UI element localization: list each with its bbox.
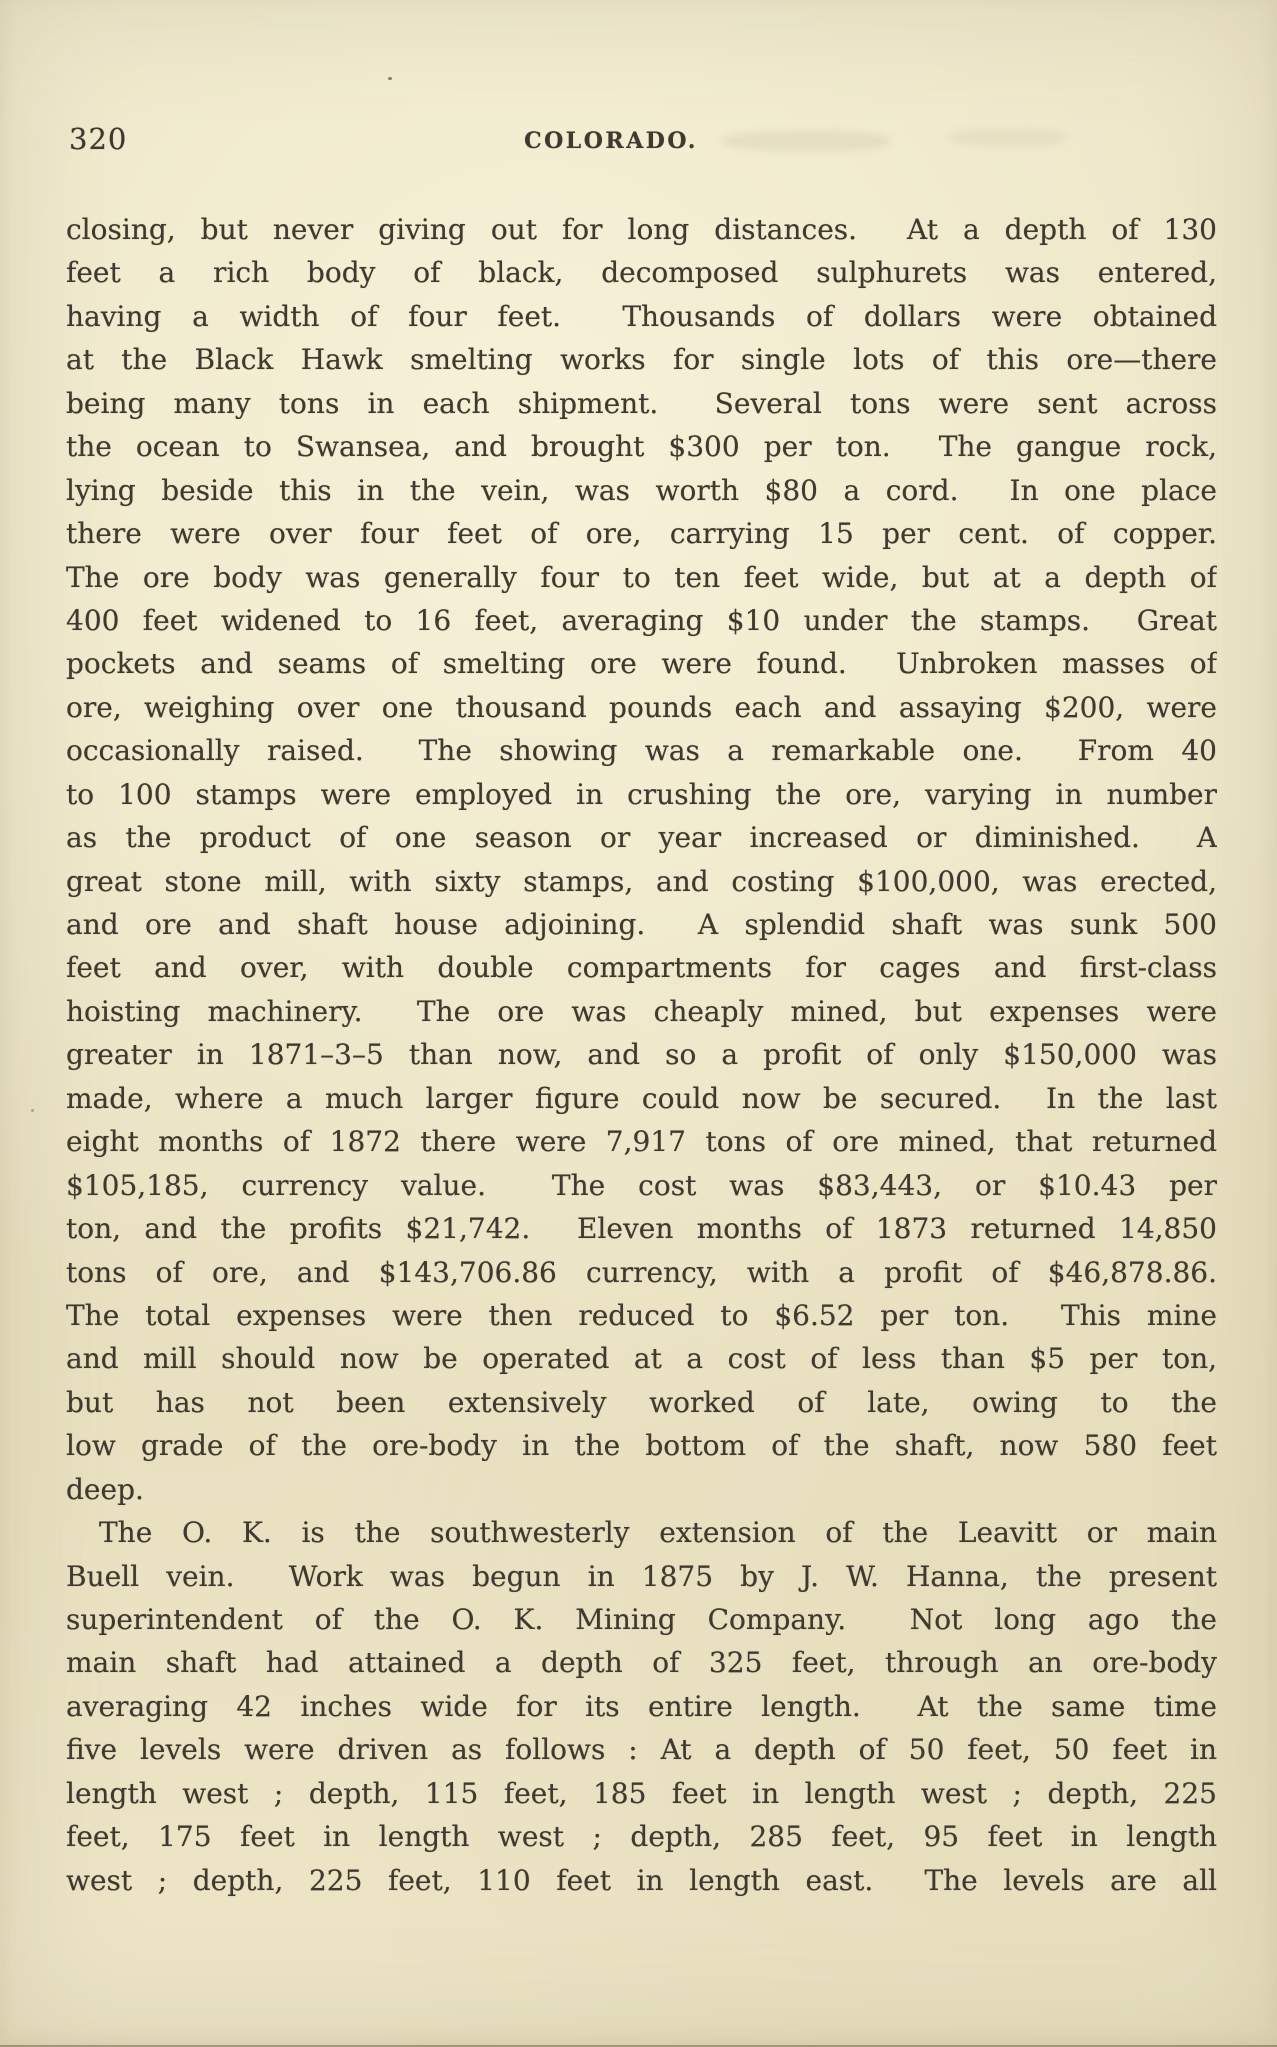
text-line: great stone mill, with sixty stamps, and costing $100,000, was erected, [66, 864, 1217, 898]
text-line: closing, but never giving out for long distances. At a depth of 130 [66, 213, 1217, 246]
ink-speck [31, 1109, 34, 1112]
text-line: as the product of one season or year increased or diminished. A [66, 821, 1217, 855]
text-line: and mill should now be operated at a cost of less than $5 per ton, [66, 1342, 1217, 1376]
text-block [66, 208, 1217, 1902]
text-line: The ore body was generally four to ten feet wide, but at a depth of [66, 560, 1217, 594]
paragraph [66, 1511, 1217, 1902]
text-line: west ; depth, 225 feet, 110 feet in length east. The levels are all [66, 1863, 1217, 1897]
text-line: being many tons in each shipment. Several tons were sent across [66, 386, 1217, 420]
text-line: feet a rich body of black, decomposed sulphurets was entered, [66, 256, 1217, 290]
text-line: The total expenses were then reduced to $6.52 per ton. This mine [66, 1298, 1217, 1332]
paragraph [66, 208, 1217, 1511]
text-line: occasionally raised. The showing was a remarkable one. From 40 [66, 734, 1217, 768]
text-line: there were over four feet of ore, carrying 15 per cent. of copper. [66, 517, 1217, 551]
text-line: $105,185, currency value. The cost was $83,443, or $10.43 per [66, 1168, 1217, 1202]
text-line: feet, 175 feet in length west ; depth, 285 feet, 95 feet in length [66, 1820, 1217, 1854]
text-line: to 100 stamps were employed in crushing the ore, varying in number [66, 777, 1217, 811]
text-line: lying beside this in the vein, was worth $80 a cord. In one place [66, 473, 1217, 507]
text-line: ton, and the profits $21,742. Eleven months of 1873 returned 14,850 [66, 1212, 1217, 1246]
text-line: and ore and shaft house adjoining. A splendid shaft was sunk 500 [66, 908, 1217, 941]
text-line: greater in 1871–3–5 than now, and so a profit of only $150,000 was [66, 1038, 1217, 1072]
text-line: but has not been extensively worked of late, owing to the [66, 1385, 1217, 1419]
text-line: having a width of four feet. Thousands of dollars were obtained [66, 299, 1217, 333]
text-line: eight months of 1872 there were 7,917 tons of ore mined, that returned [66, 1125, 1217, 1159]
text-line: the ocean to Swansea, and brought $300 per ton. The gangue rock, [66, 430, 1217, 464]
text-line: made, where a much larger figure could now be secured. In the last [66, 1081, 1217, 1115]
text-line: at the Black Hawk smelting works for single lots of this ore—there [66, 343, 1217, 377]
text-line: low grade of the ore-body in the bottom of the shaft, now 580 feet [66, 1429, 1217, 1463]
page-number: 320 [69, 122, 128, 156]
text-line: hoisting machinery. The ore was cheaply mined, but expenses were [66, 994, 1217, 1028]
text-line: five levels were driven as follows : At a depth of 50 feet, 50 feet in [66, 1733, 1217, 1767]
text-line: averaging 42 inches wide for its entire length. At the same time [66, 1689, 1217, 1723]
ink-speck [388, 77, 392, 80]
text-line: feet and over, with double compartments for cages and first-class [66, 951, 1217, 985]
text-line: superintendent of the O. K. Mining Company. Not long ago the [66, 1603, 1217, 1636]
text-line: main shaft had attained a depth of 325 feet, through an ore-body [66, 1646, 1217, 1680]
text-line: Buell vein. Work was begun in 1875 by J. W. Hanna, the present [66, 1559, 1217, 1593]
text-line: The O. K. is the southwesterly extension of the Leavitt or main [99, 1516, 1217, 1550]
text-line: length west ; depth, 115 feet, 185 feet in length west ; depth, 225 [66, 1776, 1217, 1810]
running-head: COLORADO. [524, 128, 698, 154]
text-line: tons of ore, and $143,706.86 currency, with a profit of $46,878.86. [66, 1255, 1217, 1289]
text-line: 400 feet widened to 16 feet, averaging $10 under the stamps. Great [66, 603, 1217, 637]
text-line: ore, weighing over one thousand pounds each and assaying $200, were [66, 690, 1217, 724]
text-line: deep. [66, 1472, 144, 1506]
text-line: pockets and seams of smelting ore were found. Unbroken masses of [66, 647, 1217, 681]
